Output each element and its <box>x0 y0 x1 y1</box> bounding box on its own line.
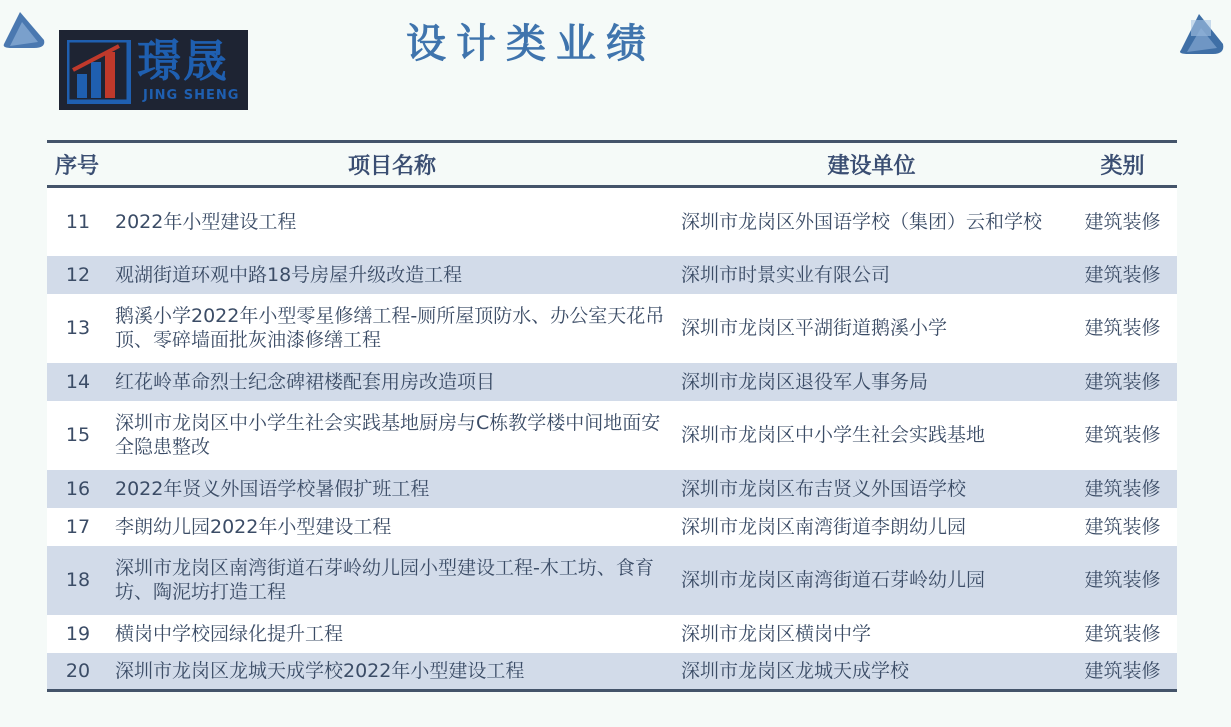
cell-project-name: 深圳市龙岗区中小学生社会实践基地厨房与C栋教学楼中间地面安全隐患整改 <box>109 401 675 470</box>
table-row <box>47 615 1177 653</box>
table-row <box>47 546 1177 615</box>
table-row <box>47 508 1177 546</box>
logo-text-en: JING SHENG <box>143 88 240 103</box>
cell-index: 11 <box>47 187 109 256</box>
table-row <box>47 256 1177 294</box>
cell-project-name: 鹅溪小学2022年小型零星修缮工程-厕所屋顶防水、办公室天花吊顶、零碎墙面批灰油漆修缮工程 <box>109 294 675 363</box>
table-row <box>47 187 1177 256</box>
cell-category: 建筑装修 <box>1068 401 1177 470</box>
cell-index: 14 <box>47 363 109 401</box>
cell-index: 15 <box>47 401 109 470</box>
table-row <box>47 470 1177 508</box>
cell-index: 13 <box>47 294 109 363</box>
table-header-row <box>47 142 1177 187</box>
cell-construction-unit: 深圳市时景实业有限公司 <box>675 256 1068 294</box>
cell-category: 建筑装修 <box>1068 546 1177 615</box>
cell-index: 16 <box>47 470 109 508</box>
cell-category: 建筑装修 <box>1068 294 1177 363</box>
header-project-name: 项目名称 <box>109 142 675 187</box>
cell-construction-unit: 深圳市龙岗区南湾街道李朗幼儿园 <box>675 508 1068 546</box>
cell-project-name: 深圳市龙岗区南湾街道石芽岭幼儿园小型建设工程-木工坊、食育坊、陶泥坊打造工程 <box>109 546 675 615</box>
cell-construction-unit: 深圳市龙岗区南湾街道石芽岭幼儿园 <box>675 546 1068 615</box>
table-row <box>47 401 1177 470</box>
cell-project-name: 红花岭革命烈士纪念碑裙楼配套用房改造项目 <box>109 363 675 401</box>
cell-project-name: 横岗中学校园绿化提升工程 <box>109 615 675 653</box>
cell-index: 12 <box>47 256 109 294</box>
header-category: 类别 <box>1068 142 1177 187</box>
cell-construction-unit: 深圳市龙岗区中小学生社会实践基地 <box>675 401 1068 470</box>
header-construction-unit: 建设单位 <box>675 142 1068 187</box>
logo-mark-icon <box>67 40 131 104</box>
cell-index: 20 <box>47 653 109 691</box>
cell-project-name: 2022年贤义外国语学校暑假扩班工程 <box>109 470 675 508</box>
cell-category: 建筑装修 <box>1068 508 1177 546</box>
cell-construction-unit: 深圳市龙岗区布吉贤义外国语学校 <box>675 470 1068 508</box>
company-logo <box>59 30 248 110</box>
header-index: 序号 <box>47 142 109 187</box>
cell-construction-unit: 深圳市龙岗区龙城天成学校 <box>675 653 1068 691</box>
cell-construction-unit: 深圳市龙岗区横岗中学 <box>675 615 1068 653</box>
corner-decoration-left <box>0 8 48 52</box>
cell-category: 建筑装修 <box>1068 615 1177 653</box>
performance-table <box>47 140 1177 692</box>
cell-project-name: 深圳市龙岗区龙城天成学校2022年小型建设工程 <box>109 653 675 691</box>
table-row <box>47 653 1177 691</box>
cell-construction-unit: 深圳市龙岗区退役军人事务局 <box>675 363 1068 401</box>
cell-category: 建筑装修 <box>1068 187 1177 256</box>
cell-category: 建筑装修 <box>1068 470 1177 508</box>
cell-construction-unit: 深圳市龙岗区平湖街道鹅溪小学 <box>675 294 1068 363</box>
cell-category: 建筑装修 <box>1068 653 1177 691</box>
cell-index: 17 <box>47 508 109 546</box>
cell-project-name: 李朗幼儿园2022年小型建设工程 <box>109 508 675 546</box>
cell-index: 19 <box>47 615 109 653</box>
page-title: 设计类业绩 <box>406 21 656 67</box>
cell-index: 18 <box>47 546 109 615</box>
cell-category: 建筑装修 <box>1068 256 1177 294</box>
table-row <box>47 294 1177 363</box>
table-row <box>47 363 1177 401</box>
logo-text-cn: 璟晟 <box>137 36 229 87</box>
cell-construction-unit: 深圳市龙岗区外国语学校（集团）云和学校 <box>675 187 1068 256</box>
cell-project-name: 观湖街道环观中路18号房屋升级改造工程 <box>109 256 675 294</box>
corner-decoration-right <box>1175 8 1227 58</box>
cell-category: 建筑装修 <box>1068 363 1177 401</box>
cell-project-name: 2022年小型建设工程 <box>109 187 675 256</box>
